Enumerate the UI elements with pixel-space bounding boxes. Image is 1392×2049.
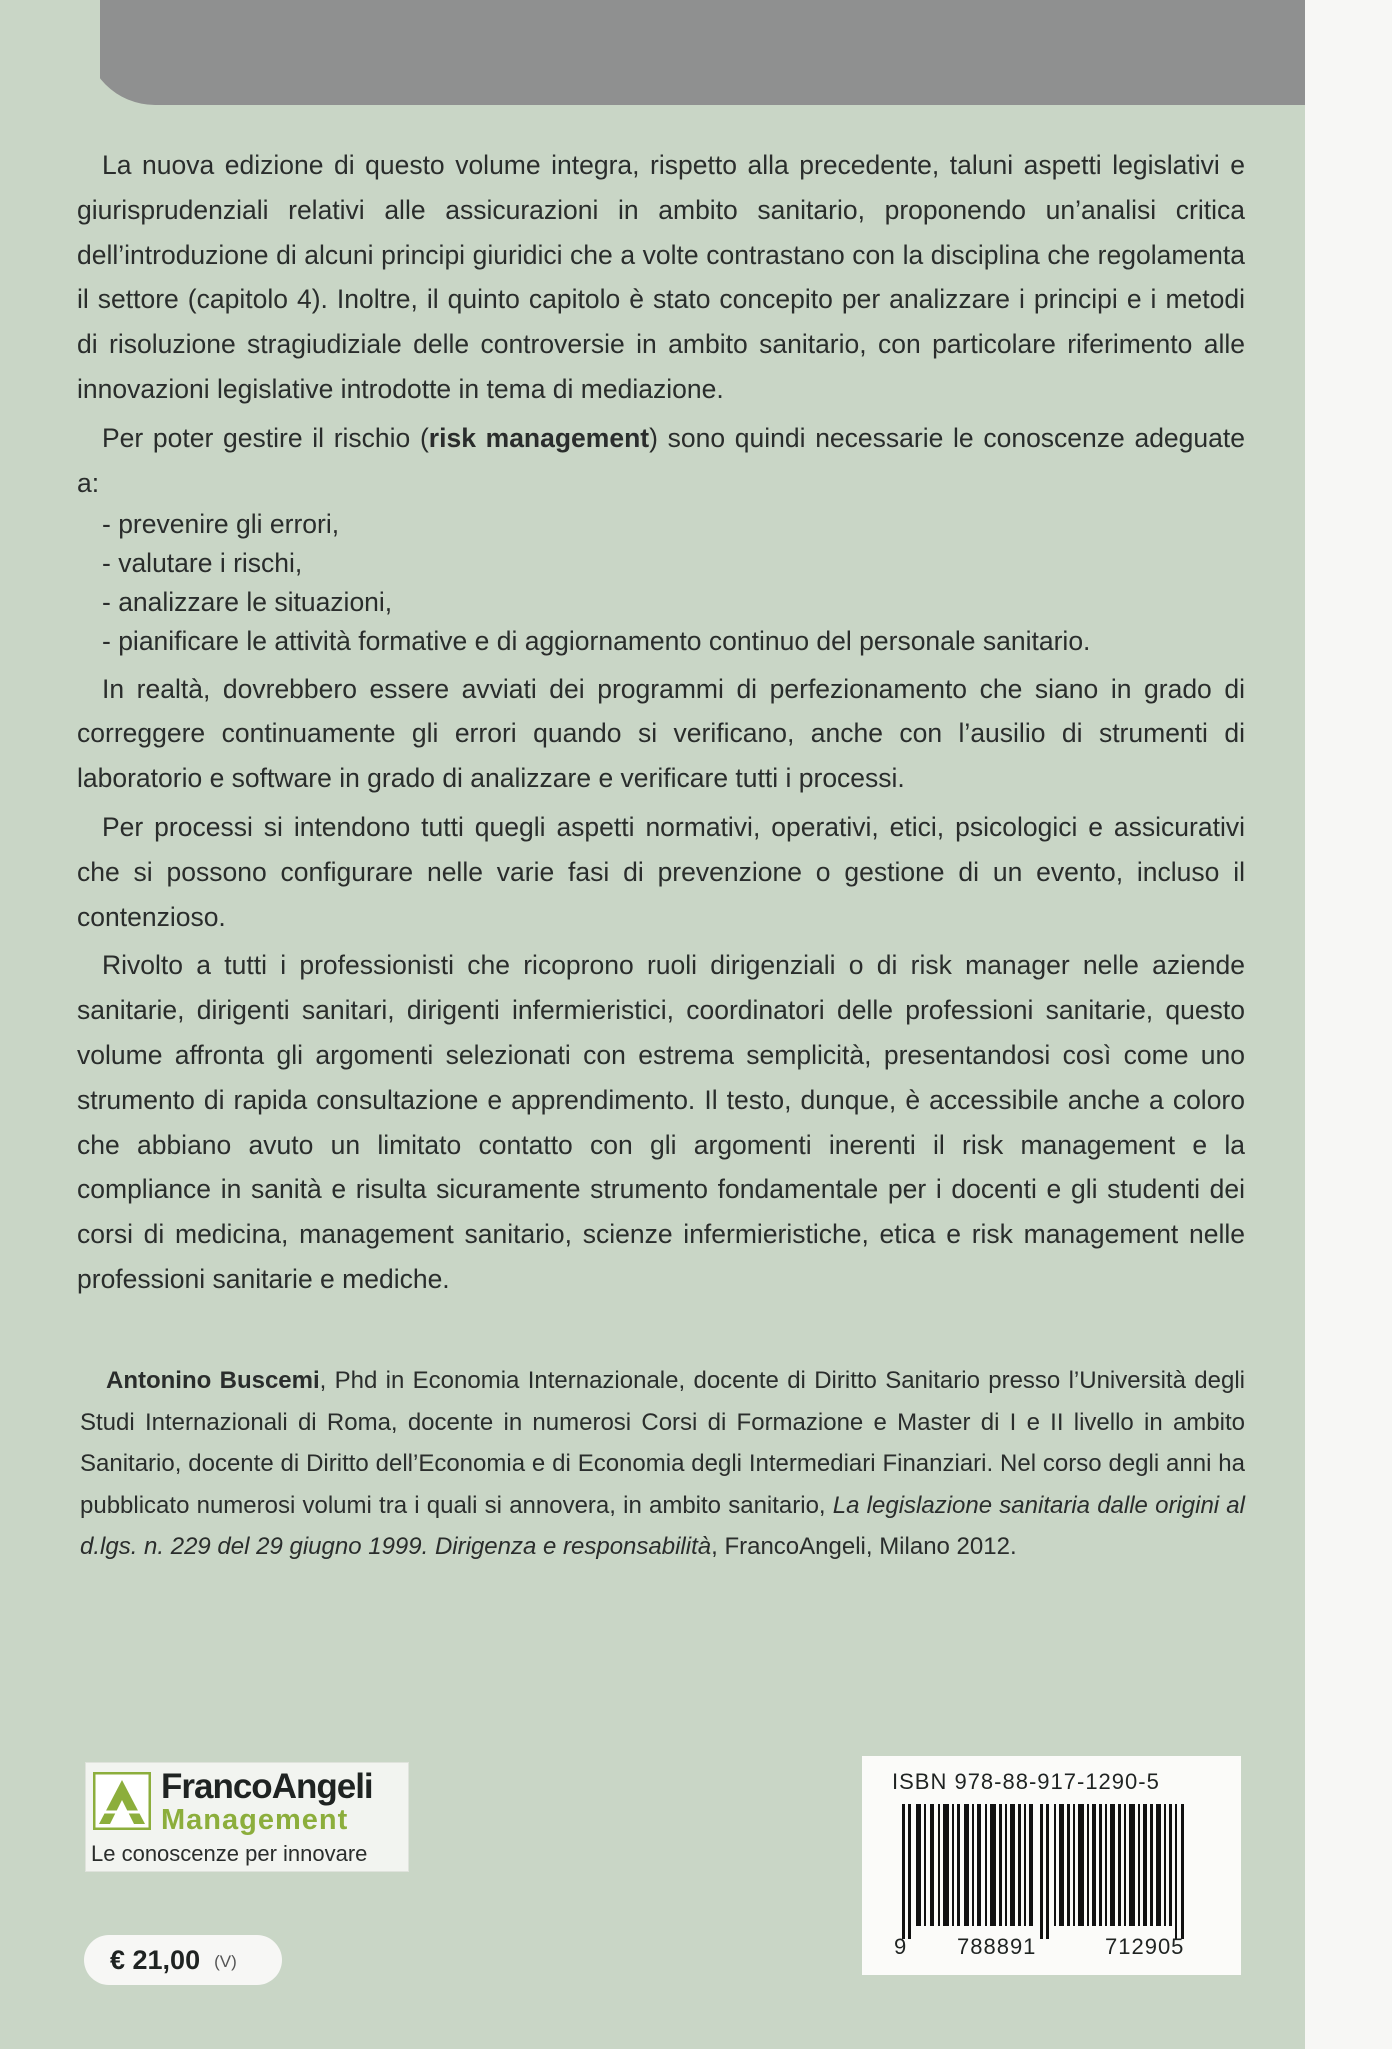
blurb-paragraph-4: Per processi si intendono tutti quegli aspetti normativi, operativi, etici, psicologici e assicurativi che si possono configurare nelle varie fasi di prevenzione o gestione di un evento, incluso il contenzioso.: [77, 811, 1245, 932]
price-vat-marker: (V): [214, 1952, 237, 1971]
barcode-digits-left: 788891: [957, 1934, 1037, 1959]
barcode-digit-first: 9: [894, 1934, 907, 1959]
blurb-list: [77, 505, 1245, 660]
author-name: Antonino Buscemi: [106, 1367, 320, 1394]
top-gray-band: [85, 0, 1305, 105]
blurb-p2-text-end: ) sono quindi necessarie le conoscenze adeguate a:: [77, 422, 1245, 498]
author-bio-text: , Phd in Economia Internazionale, docente di Diritto Sanitario presso l’Università degli Studi Internazionali di Roma, docente in numerosi Corsi di Formazione e Master di I e II livello in ambito Sanitario, docente di Diritto dell’Economia e di Economia degli Intermediari Finanziari. Nel corso degli anni ha pubblicato numerosi volumi tra i quali si annovera, in ambito sanitario,: [80, 1367, 1245, 1519]
blurb-paragraph-5: Rivolto a tutti i professionisti che ricoprono ruoli dirigenziali o di risk manager nelle aziende sanitarie, dirigenti sanitari, dirigenti infermieristici, coordinatori delle professioni sanitarie, questo volume affronta gli argomenti selezionati con estrema semplicità, presentandosi così come uno strumento di rapida consultazione e apprendimento. Il testo, dunque, è accessibile anche a coloro che abbiano avuto un limitato contatto con gli argomenti inerenti il risk management e la compliance in sanità e risulta sicuramente strumento fondamentale per i docenti e gli studenti dei corsi di medicina, management sanitario, scienze infermieristiche, etica e risk management nelle professioni sanitarie e mediche.: [77, 950, 1245, 1294]
barcode-digits-right: 712905: [1105, 1934, 1185, 1959]
price-value: € 21,00: [110, 1944, 201, 1975]
barcode-icon: [892, 1804, 1212, 1939]
publisher-logo: [85, 1762, 409, 1872]
author-bio: [80, 1360, 1245, 1568]
blurb-p2-bold-term: risk management: [428, 422, 650, 453]
top-corner-fill: [0, 0, 100, 105]
list-item: - analizzare le situazioni,: [102, 583, 1245, 622]
publisher-series: Management: [161, 1804, 349, 1836]
list-item: - valutare i rischi,: [102, 544, 1245, 583]
price-badge: [84, 1935, 282, 1985]
isbn-barcode: [862, 1756, 1241, 1975]
blurb-p2-text: Per poter gestire il rischio (: [102, 422, 429, 453]
author-book-title: La legislazione sanitaria dalle origini al d.lgs. n. 229 del 29 giugno 1999. Dirigenza e responsabilità: [80, 1491, 1245, 1560]
page-edge-strip: [1305, 0, 1392, 2049]
publisher-tagline: Le conoscenze per innovare: [91, 1841, 368, 1866]
blurb-paragraph-2: [77, 416, 1245, 506]
francoangeli-logo-icon: [93, 1772, 151, 1830]
isbn-label: ISBN 978-88-917-1290-5: [892, 1769, 1160, 1794]
list-item: - pianificare le attività formative e di aggiornamento continuo del personale sanitario.: [102, 622, 1245, 661]
blurb-paragraph-3: In realtà, dovrebbero essere avviati dei programmi di perfezionamento che siano in grado di correggere continuamente gli errori quando si verificano, anche con l’ausilio di strumenti di laboratorio e software in grado di analizzare e verificare tutti i processi.: [77, 673, 1245, 794]
publisher-name: FrancoAngeli: [161, 1767, 373, 1806]
blurb-paragraph-1: La nuova edizione di questo volume integra, rispetto alla precedente, taluni aspetti legislativi e giurisprudenziali relativi alle assicurazioni in ambito sanitario, proponendo un’analisi critica dell’introduzione di alcuni principi giuridici che a volte contrastano con la disciplina che regolamenta il settore (capitolo 4). Inoltre, il quinto capitolo è stato concepito per analizzare i principi e i metodi di risoluzione stragiudiziale delle controversie in ambito sanitario, con particolare riferimento alle innovazioni legislative introdotte in tema di mediazione.: [77, 150, 1245, 404]
list-item: - prevenire gli errori,: [102, 505, 1245, 544]
author-book-info: , FrancoAngeli, Milano 2012.: [711, 1533, 1017, 1560]
back-cover-blurb: [77, 143, 1245, 1302]
author-bio-paragraph: [80, 1360, 1245, 1568]
